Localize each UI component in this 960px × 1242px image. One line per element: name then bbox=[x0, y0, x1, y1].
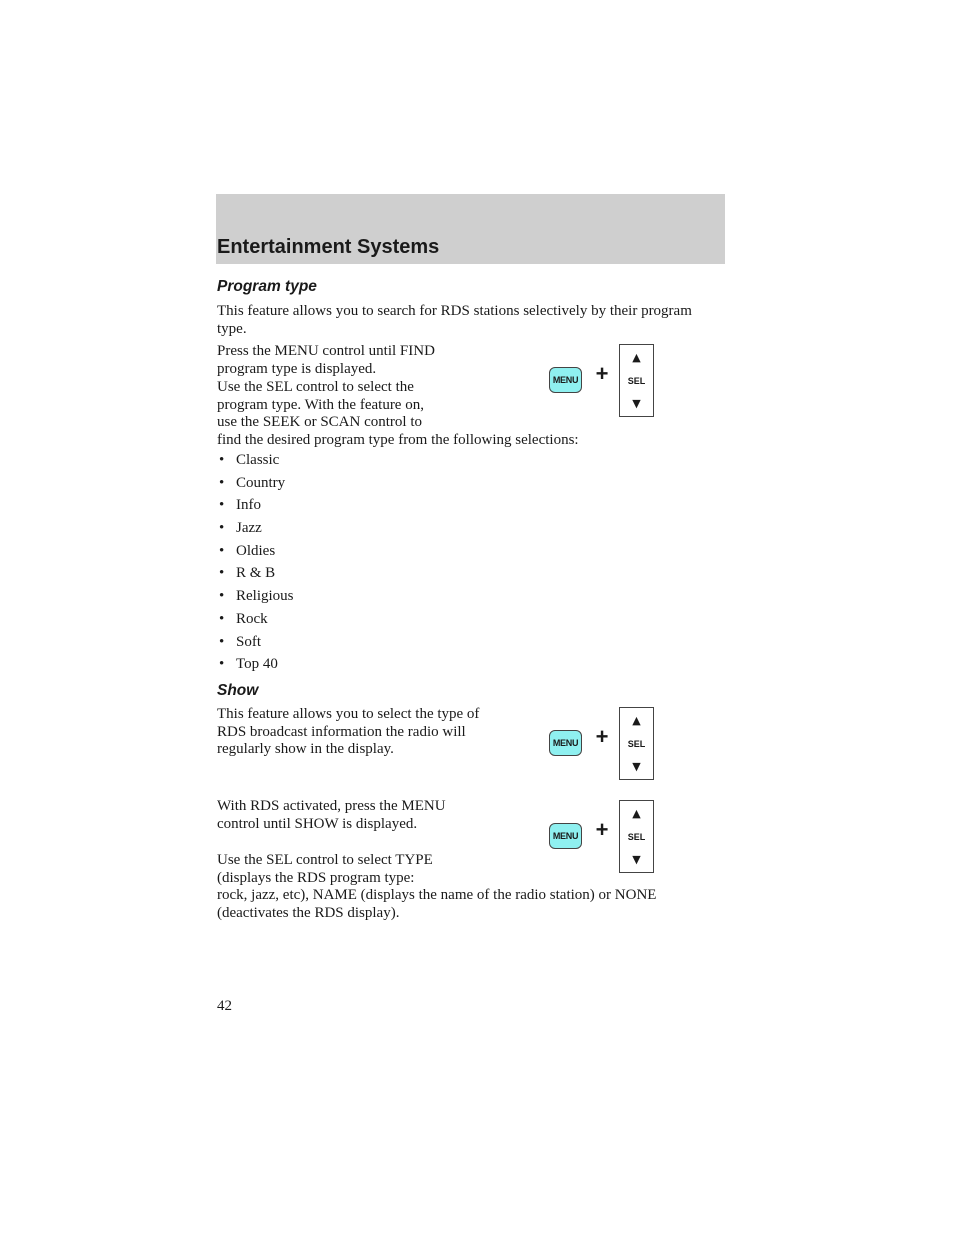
show-intro: This feature allows you to select the type of RDS broadcast information the radio will regularly show in the display. bbox=[217, 706, 480, 757]
up-arrow-icon: ▲ bbox=[632, 351, 641, 364]
program-type-step2-line: find the desired program type from the following selections: bbox=[217, 431, 579, 448]
show-step1: With RDS activated, press the MENU control until SHOW is displayed. bbox=[217, 798, 446, 832]
show-step2 bbox=[217, 852, 737, 922]
sel-label: SEL bbox=[627, 832, 646, 842]
program-type-list bbox=[217, 452, 294, 679]
show-step2-line: (deactivates the RDS display). bbox=[217, 904, 400, 921]
sel-control-icon bbox=[619, 344, 654, 417]
down-arrow-icon: ▼ bbox=[632, 853, 641, 866]
list-item: • Country bbox=[217, 475, 294, 498]
program-type-heading: Program type bbox=[217, 278, 317, 295]
menu-button-icon: MENU bbox=[549, 823, 582, 849]
page-number: 42 bbox=[217, 998, 232, 1014]
list-item: • Top 40 bbox=[217, 656, 294, 679]
menu-sel-graphic bbox=[549, 344, 655, 418]
menu-button-icon: MENU bbox=[549, 730, 582, 756]
down-arrow-icon: ▼ bbox=[632, 760, 641, 773]
list-item: • Info bbox=[217, 497, 294, 520]
show-heading: Show bbox=[217, 682, 259, 699]
plus-icon: + bbox=[595, 724, 609, 749]
list-item: • R & B bbox=[217, 565, 294, 588]
program-type-step2 bbox=[217, 379, 737, 449]
sel-control-icon bbox=[619, 800, 654, 873]
menu-sel-graphic bbox=[549, 800, 655, 874]
menu-button-icon: MENU bbox=[549, 367, 582, 393]
plus-icon: + bbox=[595, 817, 609, 842]
program-type-intro: This feature allows you to search for RDS stations selectively by their program type. bbox=[217, 303, 692, 337]
list-item: • Oldies bbox=[217, 543, 294, 566]
page-title: Entertainment Systems bbox=[217, 236, 440, 258]
program-type-step2-line: Use the SEL control to select the bbox=[217, 379, 414, 395]
show-step2-line: rock, jazz, etc), NAME (displays the name of the radio station) or NONE bbox=[217, 887, 657, 903]
show-step2-line: (displays the RDS program type: bbox=[217, 869, 415, 886]
sel-control-icon bbox=[619, 707, 654, 780]
show-step2-line: Use the SEL control to select TYPE bbox=[217, 852, 433, 868]
list-item: • Soft bbox=[217, 634, 294, 657]
sel-label: SEL bbox=[627, 739, 646, 749]
menu-sel-graphic bbox=[549, 707, 655, 781]
program-type-step2-line: use the SEEK or SCAN control to bbox=[217, 414, 422, 430]
program-type-step2-line: program type. With the feature on, bbox=[217, 396, 424, 413]
sel-label: SEL bbox=[627, 376, 646, 386]
list-item: • Classic bbox=[217, 452, 294, 475]
up-arrow-icon: ▲ bbox=[632, 714, 641, 727]
program-type-step1: Press the MENU control until FIND program type is displayed. bbox=[217, 343, 435, 377]
list-item: • Rock bbox=[217, 611, 294, 634]
list-item: • Religious bbox=[217, 588, 294, 611]
plus-icon: + bbox=[595, 361, 609, 386]
down-arrow-icon: ▼ bbox=[632, 397, 641, 410]
up-arrow-icon: ▲ bbox=[632, 807, 641, 820]
list-item: • Jazz bbox=[217, 520, 294, 543]
